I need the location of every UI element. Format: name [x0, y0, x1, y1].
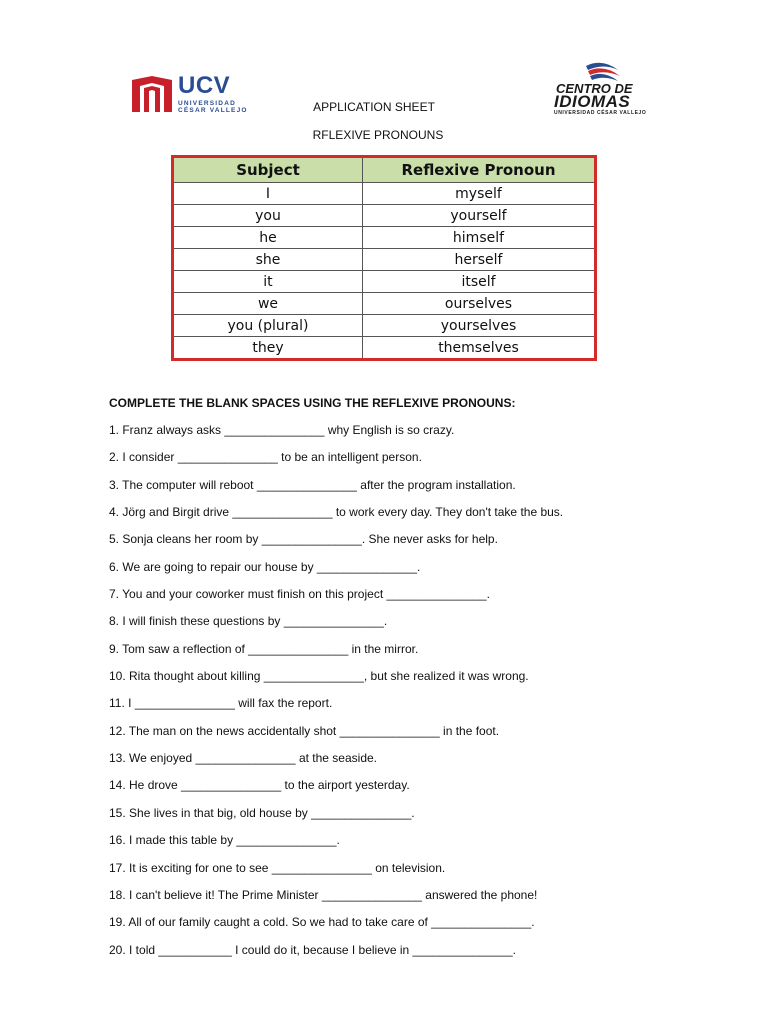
ucv-logo-name: UCV	[178, 72, 231, 99]
table-row	[173, 315, 596, 337]
table-cell-subject: he	[173, 227, 363, 249]
table-cell-pronoun: ourselves	[363, 293, 596, 315]
exercise-item: 18. I can't believe it! The Prime Minister _______________ answered the phone!	[109, 887, 538, 902]
instructions-heading: COMPLETE THE BLANK SPACES USING THE REFLEXIVE PRONOUNS:	[109, 396, 516, 410]
exercise-item: 12. The man on the news accidentally shot _______________ in the foot.	[109, 723, 500, 738]
exercise-item: 5. Sonja cleans her room by _______________. She never asks for help.	[109, 532, 498, 547]
ucv-logo-line2: CÉSAR VALLEJO	[178, 107, 248, 114]
table-cell-pronoun: herself	[363, 249, 596, 271]
exercise-item: 16. I made this table by _______________.	[109, 833, 340, 848]
table-cell-pronoun: himself	[363, 227, 596, 249]
exercise-item: 7. You and your coworker must finish on this project _______________.	[109, 587, 490, 602]
table-cell-pronoun: myself	[363, 183, 596, 205]
centro-logo-line3: UNIVERSIDAD CÉSAR VALLEJO	[554, 110, 647, 116]
exercise-item: 4. Jörg and Birgit drive _______________ to work every day. They don't take the bus.	[109, 505, 564, 520]
exercise-item: 6. We are going to repair our house by _______________.	[109, 559, 421, 574]
exercise-item: 11. I _______________ will fax the report.	[109, 696, 333, 711]
table-row	[173, 249, 596, 271]
table-cell-pronoun: yourself	[363, 205, 596, 227]
exercise-item: 15. She lives in that big, old house by _______________.	[109, 805, 415, 820]
table-cell-pronoun: themselves	[363, 337, 596, 360]
table-row	[173, 205, 596, 227]
table-row	[173, 337, 596, 360]
reflexive-pronouns-table	[171, 155, 597, 361]
table-header-row	[173, 157, 596, 183]
exercise-item: 2. I consider _______________ to be an intelligent person.	[109, 450, 422, 465]
page-title: APPLICATION SHEET	[313, 100, 435, 114]
swoosh-icon	[582, 60, 622, 82]
page-subtitle: RFLEXIVE PRONOUNS	[312, 128, 444, 142]
exercise-item: 10. Rita thought about killing _______________, but she realized it was wrong.	[109, 669, 529, 684]
exercise-item: 19. All of our family caught a cold. So we had to take care of _______________.	[109, 915, 535, 930]
table-cell-subject: I	[173, 183, 363, 205]
exercise-item: 1. Franz always asks _______________ why English is so crazy.	[109, 423, 455, 437]
exercise-list	[109, 423, 669, 970]
table-cell-pronoun: yourselves	[363, 315, 596, 337]
exercise-item: 14. He drove _______________ to the airport yesterday.	[109, 778, 410, 793]
centro-logo-line1: CENTRO DE	[556, 81, 633, 96]
table-row	[173, 293, 596, 315]
table-row	[173, 227, 596, 249]
exercise-item: 9. Tom saw a reflection of _______________ in the mirror.	[109, 641, 419, 656]
table-row	[173, 271, 596, 293]
table-header-subject: Subject	[173, 157, 363, 183]
table-cell-subject: we	[173, 293, 363, 315]
table-cell-pronoun: itself	[363, 271, 596, 293]
table-cell-subject: they	[173, 337, 363, 360]
table-header-reflexive: Reflexive Pronoun	[363, 157, 596, 183]
table-row	[173, 183, 596, 205]
exercise-item: 3. The computer will reboot _______________ after the program installation.	[109, 477, 516, 492]
table-cell-subject: you	[173, 205, 363, 227]
ucv-logo-line1: UNIVERSIDAD	[178, 100, 236, 107]
exercise-item: 17. It is exciting for one to see _______________ on television.	[109, 860, 446, 875]
exercise-item: 8. I will finish these questions by _______________.	[109, 614, 388, 629]
table-cell-subject: she	[173, 249, 363, 271]
table-cell-subject: it	[173, 271, 363, 293]
exercise-item: 13. We enjoyed _______________ at the seaside.	[109, 751, 377, 766]
centro-logo-line2: IDIOMAS	[554, 92, 631, 111]
table-cell-subject: you (plural)	[173, 315, 363, 337]
exercise-item: 20. I told ___________ I could do it, because I believe in _______________.	[109, 942, 516, 957]
